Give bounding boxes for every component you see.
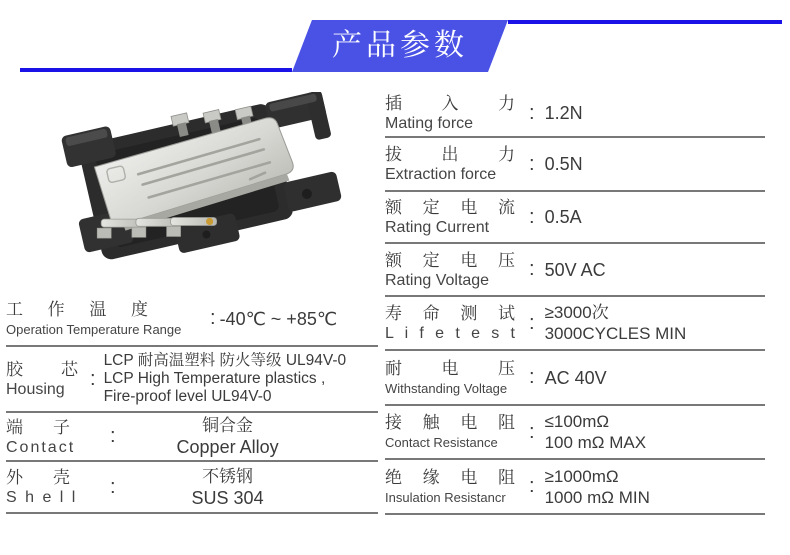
spec-label-en: Operation Temperature Range: [6, 321, 182, 337]
colon: :: [90, 367, 96, 390]
spec-value: [545, 206, 582, 228]
spec-label-en: Withstanding Voltage: [385, 380, 508, 396]
sim-card-connector-photo-icon: [48, 92, 363, 270]
spec-label-en: Housing: [6, 381, 65, 398]
colon: :: [210, 307, 216, 329]
spec-label-en: Mating force: [385, 115, 474, 132]
spec-row-mating-force: [385, 90, 765, 138]
colon: :: [529, 258, 535, 280]
header-line-right: [508, 20, 782, 24]
spec-value-line: -40℃ ~ +85℃: [219, 308, 338, 329]
spec-value: [120, 466, 336, 509]
spec-row-rating-current: [385, 192, 765, 244]
spec-value-line: 0.5A: [544, 207, 582, 227]
spec-value: [120, 415, 336, 458]
colon: :: [529, 366, 535, 388]
spec-value-line: Fire-proof level UL94V-0: [103, 388, 272, 405]
spec-value-line: 3000CYCLES MIN: [544, 324, 687, 343]
spec-row-operation-temperature: [6, 292, 378, 347]
spec-label-cn: 端 子: [6, 417, 70, 437]
spec-label-en: Contact: [6, 438, 76, 456]
spec-label-cn: 胶 芯: [6, 360, 78, 379]
spec-value-line: AC 40V: [544, 367, 607, 388]
spec-label: [6, 417, 106, 457]
spec-row-housing: [6, 347, 378, 413]
spec-value: [104, 352, 347, 406]
spec-value-line: 1000 mΩ MIN: [544, 487, 650, 507]
spec-label: [6, 299, 206, 339]
spec-label-cn: 额 定 电 压: [385, 250, 515, 270]
spec-label-en: Insulation Resistancr: [385, 489, 506, 505]
spec-label: [6, 467, 106, 507]
colon: :: [529, 311, 535, 334]
colon: :: [529, 420, 535, 443]
spec-label-en: Rating Current: [385, 219, 490, 236]
spec-label: [385, 358, 525, 398]
spec-value-line: 100 mΩ MAX: [544, 433, 647, 452]
spec-row-withstanding-voltage: [385, 351, 765, 406]
spec-value: [545, 259, 606, 281]
colon: :: [529, 205, 535, 228]
spec-value-line: SUS 304: [191, 487, 264, 508]
spec-label-en: Contact Resistance: [385, 435, 498, 450]
spec-label: [385, 144, 525, 184]
spec-label-en: Rating Voltage: [385, 271, 490, 289]
spec-label: [385, 467, 525, 507]
spec-label: [6, 359, 86, 399]
spec-row-rating-voltage: [385, 244, 765, 297]
spec-label: [385, 412, 525, 452]
spec-label-cn: 寿 命 测 试: [385, 304, 515, 323]
spec-row-insulation-resistance: [385, 460, 765, 515]
spec-value: [545, 102, 583, 124]
colon: :: [110, 475, 116, 498]
spec-row-contact-resistance: [385, 406, 765, 460]
spec-label-cn: 绝 缘 电 阻: [385, 467, 515, 487]
header-line-left: [20, 68, 292, 72]
spec-value: [545, 411, 647, 453]
spec-row-shell-material: [6, 462, 378, 514]
spec-label: [385, 93, 525, 133]
spec-value: [545, 367, 607, 389]
spec-value: [545, 466, 650, 508]
spec-row-contact-material: [6, 413, 378, 462]
spec-value-line: Copper Alloy: [176, 437, 279, 457]
spec-label-en: L i f e t e s t: [385, 325, 515, 342]
spec-value-line: ≥1000mΩ: [544, 466, 619, 486]
arm-bottom-right: [283, 171, 342, 212]
product-photo: [48, 92, 363, 270]
spec-label-cn: 接 触 电 阻: [385, 413, 515, 432]
spec-label-cn: 外 壳: [6, 468, 70, 487]
spec-label-cn: 拔 出 力: [385, 145, 515, 164]
spec-label: [385, 250, 525, 290]
header-banner: [292, 20, 508, 72]
spec-value-line: 铜合金: [202, 416, 254, 435]
spec-value: [220, 308, 338, 330]
spec-value-line: LCP 耐高温塑料 防火等级 UL94V-0: [103, 352, 347, 369]
spec-row-extraction-force: [385, 138, 765, 192]
connector-group: [59, 92, 350, 270]
spec-label-en: Extraction force: [385, 166, 497, 183]
spec-value-line: LCP High Temperature plastics ,: [103, 370, 326, 387]
spec-label-cn: 插 入 力: [385, 94, 515, 113]
colon: :: [529, 475, 535, 497]
spec-label-cn: 工 作 温 度: [6, 299, 148, 319]
spec-value-line: 50V AC: [544, 259, 606, 280]
spec-value: [545, 302, 687, 344]
colon: :: [529, 101, 535, 124]
page-title: 产品参数: [331, 29, 468, 62]
colon: :: [110, 425, 116, 447]
spec-row-life-test: [385, 297, 765, 351]
spec-value-line: ≤100mΩ: [544, 412, 610, 431]
colon: :: [529, 152, 535, 175]
spec-label: [385, 197, 525, 237]
spec-label-cn: 额 定 电 流: [385, 198, 515, 217]
spec-label: [385, 303, 525, 343]
spec-value-line: ≥3000次: [544, 303, 609, 322]
spec-value: [545, 153, 583, 175]
spec-value-line: 1.2N: [544, 103, 583, 123]
spec-value-line: 0.5N: [544, 154, 583, 174]
spec-label-en: S h e l l: [6, 489, 78, 506]
spec-label-cn: 耐 电 压: [385, 358, 515, 378]
spec-value-line: 不锈钢: [202, 466, 254, 486]
